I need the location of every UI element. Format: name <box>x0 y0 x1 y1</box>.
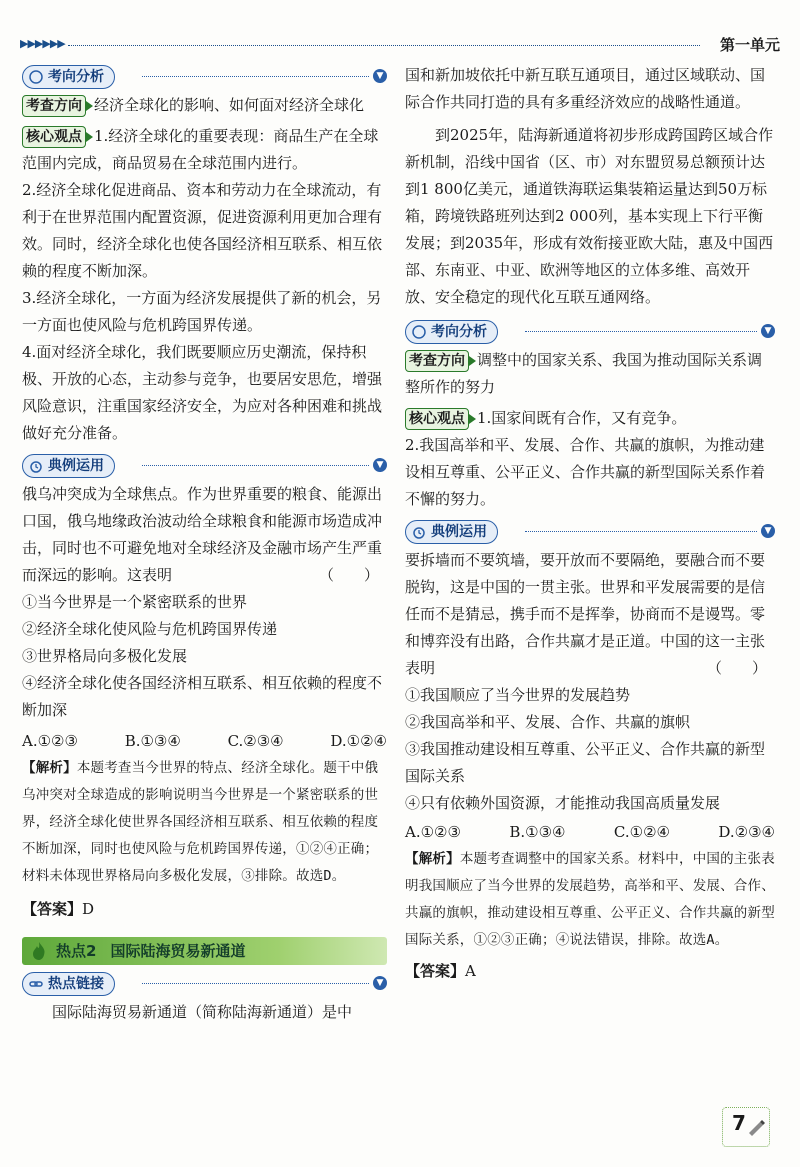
choice-b: B.①③④ <box>124 732 181 750</box>
section-title: 考向分析 <box>431 323 487 340</box>
flame-icon <box>28 940 50 962</box>
question-option-3: ③我国推动建设相互尊重、公平正义、合作共赢的新型国际关系 <box>405 740 766 785</box>
header-dotted-line <box>68 45 700 46</box>
hotspot-title: 国际陆海贸易新通道 <box>110 941 246 960</box>
question-option-1: ①我国顺应了当今世界的发展趋势 <box>405 686 631 704</box>
hexin-point-4: 4.面对经济全球化，我们既要顺应历史潮流，保持积极、开放的心态，主动参与竞争，也要居安思危，增强风险意识，注重国家经济安全，为应对各种困难和挑战做好充分准备。 <box>22 343 383 442</box>
question-option-2: ②经济全球化使风险与危机跨国界传递 <box>22 620 278 638</box>
hexin-point-3: 3.经济全球化，一方面为经济发展提供了新的机会，另一方面也使风险与危机跨国界传递。 <box>22 289 382 334</box>
link-icon <box>29 977 43 991</box>
chevron-down-icon: ▼ <box>373 976 387 990</box>
answer-line: 【答案】A <box>405 962 476 980</box>
section-header-example <box>22 453 387 477</box>
kaocha-tag: 考查方向 <box>22 95 86 117</box>
section-header-analysis <box>405 319 775 343</box>
question-option-2: ②我国高举和平、发展、合作、共赢的旗帜 <box>405 713 691 731</box>
choice-b: B.①③④ <box>509 823 566 841</box>
section-header-link <box>22 971 387 995</box>
chevron-down-icon: ▼ <box>373 458 387 472</box>
question-option-4: ④经济全球化使各国经济相互联系、相互依赖的程度不断加深 <box>22 674 383 719</box>
alarm-icon <box>29 459 43 473</box>
compass-icon <box>412 325 426 339</box>
question-stem: 要拆墙而不要筑墙，要开放而不要隔绝，要融合而不要脱钩，这是中国的一贯主张。世界和平发展需要的是信任而不是猜忌，携手而不是挥拳，协商而不是谩骂。零和博弈没有出路，合作共赢才是正道。中国的这一主张表明 （ ） <box>405 551 767 677</box>
compass-icon <box>29 70 43 84</box>
hexin-point-2: 2.我国高举和平、发展、合作、共赢的旗帜，为推动建设相互尊重、公平正义、合作共赢的新型国际关系作着不懈的努力。 <box>405 436 766 508</box>
kaocha-line: 考查方向 经济全球化的影响、如何面对经济全球化 <box>22 92 387 119</box>
chevron-down-icon: ▼ <box>761 524 775 538</box>
hexin-line: 核心观点 1.经济全球化的重要表现：商品生产在全球范围内完成，商品贸易在全球范围内进行。 <box>22 127 379 172</box>
page-number: 7 <box>732 1111 746 1135</box>
choice-a: A.①②③ <box>405 823 461 841</box>
unit-label: 第一单元 <box>719 36 780 54</box>
question-option-1: ①当今世界是一个紧密联系的世界 <box>22 593 248 611</box>
chevron-down-icon: ▼ <box>373 69 387 83</box>
left-column <box>22 62 387 1026</box>
choice-d: D.①②④ <box>330 732 387 750</box>
section-title: 典例运用 <box>48 457 104 474</box>
hexin-tag: 核心观点 <box>22 126 86 148</box>
section-header-analysis <box>22 64 387 88</box>
choice-row <box>405 819 775 846</box>
question-option-4: ④只有依赖外国资源，才能推动我国高质量发展 <box>405 794 721 812</box>
choice-d: D.②③④ <box>718 823 775 841</box>
answer-line: 【答案】D <box>22 900 95 918</box>
alarm-icon <box>412 525 426 539</box>
link-paragraph: 国际陆海贸易新通道（简称陆海新通道）是中 <box>52 1003 353 1021</box>
hexin-line: 核心观点 1.国家间既有合作，又有竞争。 <box>405 405 775 432</box>
choice-c: C.②③④ <box>227 732 284 750</box>
analysis-block: 【解析】本题考查当今世界的特点、经济全球化。题干中俄乌冲突对全球造成的影响说明当今世界是一个紧密联系的世界，经济全球化使世界各国经济相互联系、相互依赖的程度不断加深，同时也使风险与危机跨国界传递，①②④正确；材料未体现世界格局向多极化发展，③排除。故选D。 <box>22 760 379 884</box>
section-header-example <box>405 519 775 543</box>
pencil-icon <box>746 1117 766 1137</box>
kaocha-line: 考查方向 调整中的国家关系、我国为推动国际关系调整所作的努力 <box>405 351 763 396</box>
analysis-block: 【解析】本题考查调整中的国家关系。材料中，中国的主张表明我国顺应了当今世界的发展趋势，高举和平、发展、合作、共赢的旗帜，推动建设相互尊重、公平正义、合作共赢的新型国际关系，①②③正确；④说法错误，排除。故选A。 <box>405 851 775 948</box>
section-title: 热点链接 <box>48 975 104 992</box>
section-title: 考向分析 <box>48 68 104 85</box>
question-stem: 俄乌冲突成为全球焦点。作为世界重要的粮食、能源出口国，俄乌地缘政治波动给全球粮食和能源市场造成冲击，同时也不可避免地对全球经济及金融市场产生严重而深远的影响。这表明 （ ） <box>22 485 383 584</box>
chevron-down-icon: ▼ <box>761 324 775 338</box>
arrow-icon: ▶▶▶▶▶▶ <box>20 37 65 50</box>
choice-c: C.①②④ <box>613 823 670 841</box>
right-column <box>405 62 775 985</box>
question-option-3: ③世界格局向多极化发展 <box>22 647 188 665</box>
continued-paragraph: 国和新加坡依托中新互联互通项目，通过区域联动、国际合作共同打造的具有多重经济效应的战略性通道。 <box>405 66 766 111</box>
kaocha-tag: 考查方向 <box>405 350 469 372</box>
choice-a: A.①②③ <box>22 732 78 750</box>
section-title: 典例运用 <box>431 523 487 540</box>
continued-paragraph-2: 到2025年，陆海新通道将初步形成跨国跨区域合作新机制，沿线中国省（区、市）对东盟贸易总额预计达到1 800亿美元，通道铁海联运集装箱运量达到50万标箱，跨境铁路班列达到2 000列，基本实现上下行平衡发展；到2035年，形成有效衔接亚欧大陆，惠及中国西部、东南亚、中亚、欧洲等地区的立体多维、高效开放、安全稳定的现代化互联互通网络。 <box>405 126 774 306</box>
header-rule <box>20 39 700 51</box>
hexin-tag: 核心观点 <box>405 408 469 430</box>
hexin-point-2: 2.经济全球化促进商品、资本和劳动力在全球流动，有利于在世界范围内配置资源，促进资源利用更加合理有效。同时，经济全球化也使各国经济相互联系、相互依赖的程度不断加深。 <box>22 181 383 280</box>
hotspot-bar: 热点2 国际陆海贸易新通道 <box>22 937 387 965</box>
choice-row <box>22 728 387 755</box>
page-number-box <box>722 1107 770 1147</box>
